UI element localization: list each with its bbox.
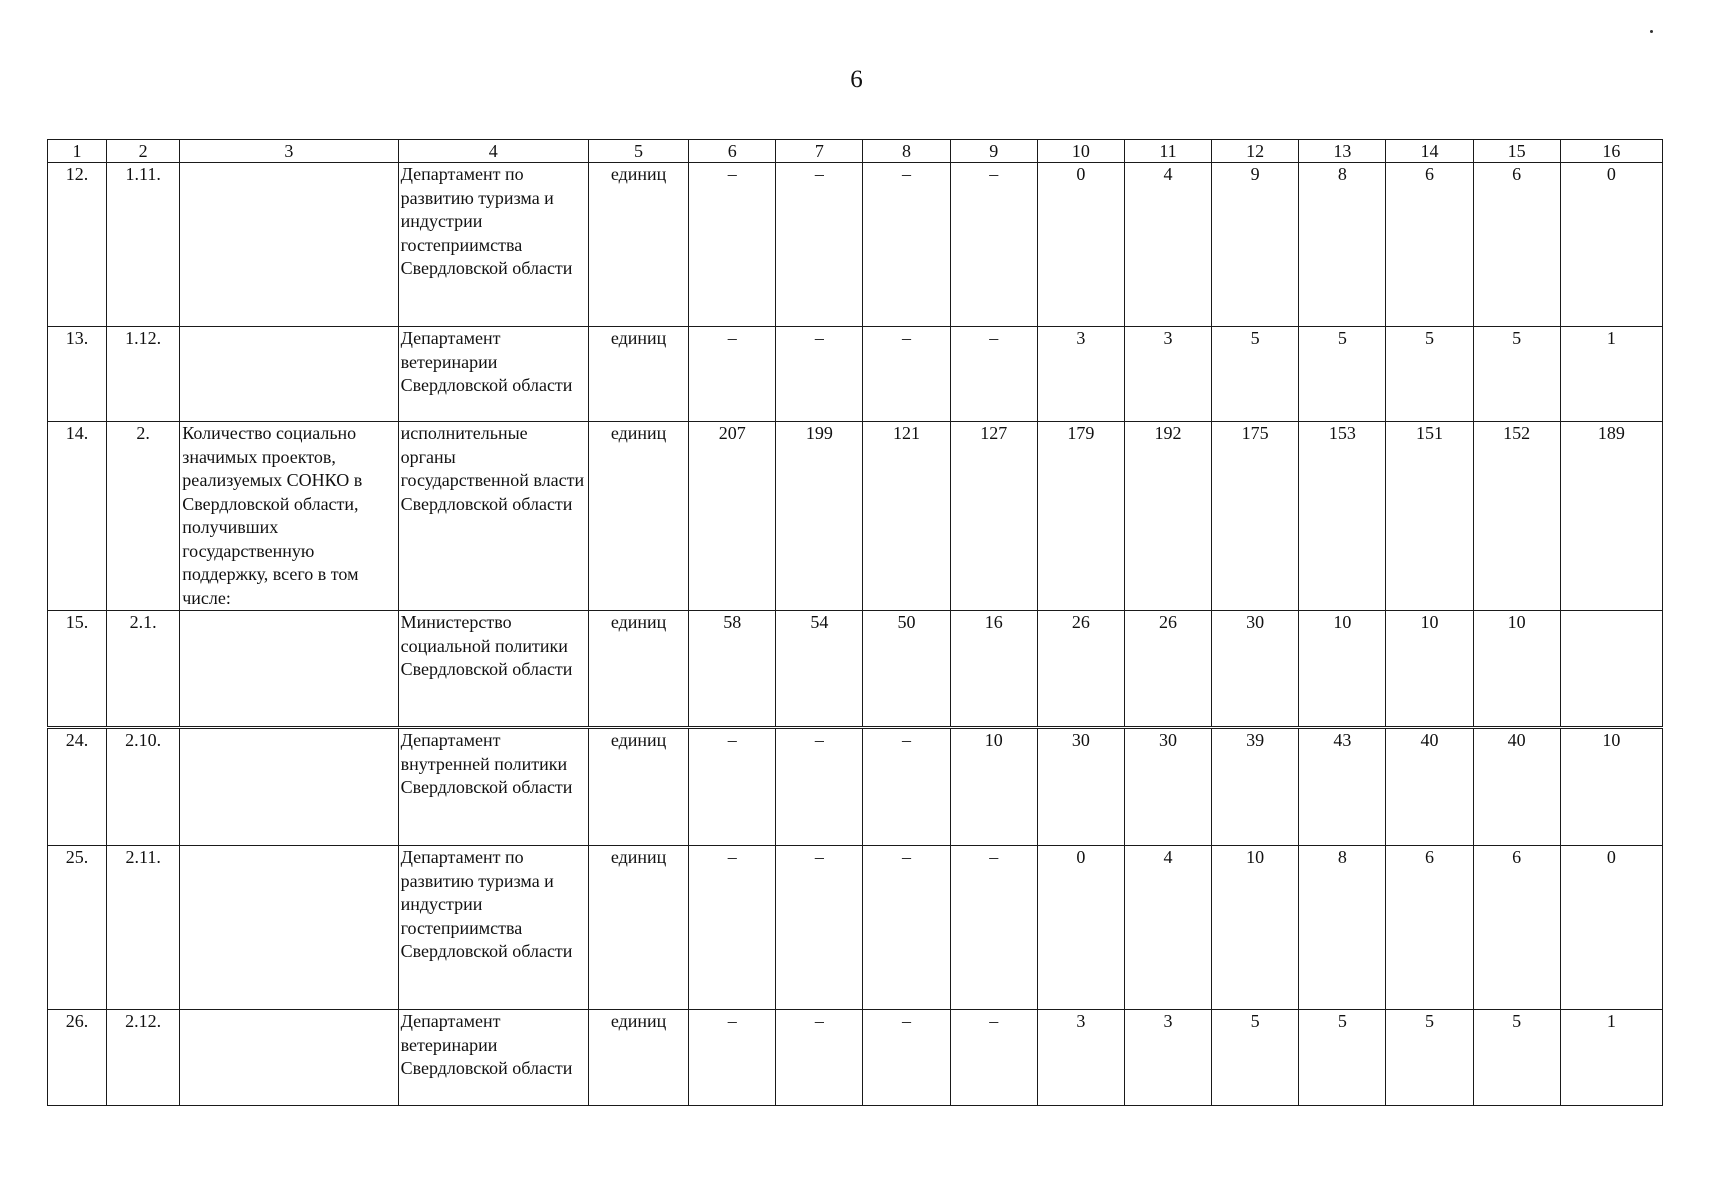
value-cell: 5 [1473,327,1560,422]
table-row [48,611,1663,728]
column-header-11: 11 [1124,140,1211,163]
document-sheet [47,139,1663,1106]
value-cell: 30 [1124,728,1211,846]
row-number: 24. [48,728,107,846]
units-cell: единиц [588,327,688,422]
value-cell: – [863,728,950,846]
units-cell: единиц [588,611,688,728]
value-cell: – [863,846,950,1010]
indicator-name [180,1010,398,1106]
value-cell: 3 [1037,327,1124,422]
value-cell: 199 [776,422,863,611]
value-cell: – [950,163,1037,327]
row-number: 12. [48,163,107,327]
column-header-7: 7 [776,140,863,163]
value-cell: 3 [1124,327,1211,422]
value-cell: – [776,846,863,1010]
value-cell: 0 [1560,163,1662,327]
executor-name: Департамент внутренней политики Свердловской области [398,728,588,846]
value-cell: 10 [1473,611,1560,728]
column-header-13: 13 [1299,140,1386,163]
column-header-9: 9 [950,140,1037,163]
table-row [48,846,1663,1010]
value-cell: – [950,327,1037,422]
indicator-name [180,163,398,327]
value-cell: – [776,327,863,422]
row-code: 2.10. [107,728,180,846]
column-header-2: 2 [107,140,180,163]
value-cell: 43 [1299,728,1386,846]
value-cell: 10 [950,728,1037,846]
row-number: 26. [48,1010,107,1106]
units-cell: единиц [588,163,688,327]
value-cell: 153 [1299,422,1386,611]
row-code: 2.1. [107,611,180,728]
value-cell: 5 [1386,327,1473,422]
value-cell: 127 [950,422,1037,611]
column-header-15: 15 [1473,140,1560,163]
value-cell: 3 [1124,1010,1211,1106]
value-cell: – [689,846,776,1010]
value-cell: – [863,163,950,327]
value-cell: 5 [1299,327,1386,422]
column-header-10: 10 [1037,140,1124,163]
value-cell: 5 [1299,1010,1386,1106]
row-code: 2.11. [107,846,180,1010]
row-code: 1.11. [107,163,180,327]
value-cell: 151 [1386,422,1473,611]
row-number: 25. [48,846,107,1010]
value-cell: – [950,1010,1037,1106]
value-cell: 10 [1212,846,1299,1010]
column-header-6: 6 [689,140,776,163]
value-cell: – [863,327,950,422]
row-number: 15. [48,611,107,728]
value-cell: 9 [1212,163,1299,327]
executor-name: Министерство социальной политики Свердловской области [398,611,588,728]
value-cell: 54 [776,611,863,728]
value-cell: 175 [1212,422,1299,611]
value-cell: 40 [1386,728,1473,846]
column-header-1: 1 [48,140,107,163]
executor-name: Департамент по развитию туризма и индустрии гостеприимства Свердловской области [398,163,588,327]
value-cell: 192 [1124,422,1211,611]
value-cell: 50 [863,611,950,728]
value-cell: – [689,327,776,422]
column-header-12: 12 [1212,140,1299,163]
row-code: 2. [107,422,180,611]
value-cell: – [689,1010,776,1106]
value-cell: – [689,163,776,327]
value-cell: – [776,163,863,327]
value-cell: – [950,846,1037,1010]
table-row [48,163,1663,327]
value-cell: 30 [1212,611,1299,728]
value-cell: 58 [689,611,776,728]
row-number: 13. [48,327,107,422]
value-cell: 10 [1386,611,1473,728]
value-cell: 6 [1386,846,1473,1010]
value-cell: 40 [1473,728,1560,846]
value-cell: 16 [950,611,1037,728]
value-cell: 10 [1560,728,1662,846]
value-cell: – [776,1010,863,1106]
value-cell: – [776,728,863,846]
corner-dot [1650,30,1653,33]
row-code: 2.12. [107,1010,180,1106]
value-cell: 5 [1212,327,1299,422]
value-cell: 0 [1037,163,1124,327]
value-cell: 5 [1386,1010,1473,1106]
column-header-3: 3 [180,140,398,163]
value-cell: 5 [1212,1010,1299,1106]
table-row [48,728,1663,846]
executor-name: исполнительные органы государственной власти Свердловской области [398,422,588,611]
value-cell: 6 [1473,163,1560,327]
value-cell: 189 [1560,422,1662,611]
value-cell: 4 [1124,163,1211,327]
value-cell: 0 [1560,846,1662,1010]
units-cell: единиц [588,1010,688,1106]
column-number-header-row [48,140,1663,163]
indicator-name [180,611,398,728]
value-cell: 152 [1473,422,1560,611]
column-header-14: 14 [1386,140,1473,163]
executor-name: Департамент ветеринарии Свердловской области [398,327,588,422]
table-row [48,327,1663,422]
column-header-5: 5 [588,140,688,163]
executor-name: Департамент по развитию туризма и индустрии гостеприимства Свердловской области [398,846,588,1010]
table-row [48,422,1663,611]
value-cell: 207 [689,422,776,611]
value-cell: 8 [1299,163,1386,327]
value-cell: 179 [1037,422,1124,611]
value-cell [1560,611,1662,728]
row-number: 14. [48,422,107,611]
value-cell: 26 [1124,611,1211,728]
column-header-16: 16 [1560,140,1662,163]
row-code: 1.12. [107,327,180,422]
value-cell: 5 [1473,1010,1560,1106]
value-cell: 6 [1386,163,1473,327]
value-cell: 30 [1037,728,1124,846]
value-cell: 121 [863,422,950,611]
indicator-name [180,327,398,422]
value-cell: 1 [1560,327,1662,422]
value-cell: 39 [1212,728,1299,846]
value-cell: 8 [1299,846,1386,1010]
indicator-name [180,728,398,846]
value-cell: 4 [1124,846,1211,1010]
table-row [48,1010,1663,1106]
executor-name: Департамент ветеринарии Свердловской области [398,1010,588,1106]
value-cell: 10 [1299,611,1386,728]
value-cell: 0 [1037,846,1124,1010]
column-header-8: 8 [863,140,950,163]
units-cell: единиц [588,846,688,1010]
value-cell: 6 [1473,846,1560,1010]
units-cell: единиц [588,422,688,611]
value-cell: 1 [1560,1010,1662,1106]
value-cell: – [863,1010,950,1106]
data-table [47,139,1663,1106]
units-cell: единиц [588,728,688,846]
indicator-name: Количество социально значимых проектов, реализуемых СОНКО в Свердловской области, получивших государственную поддержку, всего в том числе: [180,422,398,611]
value-cell: 26 [1037,611,1124,728]
table-body [48,140,1663,1106]
page-number: 6 [850,66,863,93]
indicator-name [180,846,398,1010]
value-cell: – [689,728,776,846]
value-cell: 3 [1037,1010,1124,1106]
column-header-4: 4 [398,140,588,163]
